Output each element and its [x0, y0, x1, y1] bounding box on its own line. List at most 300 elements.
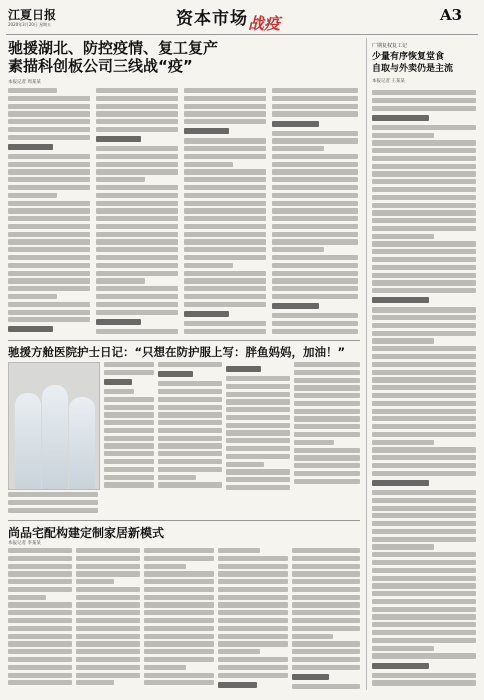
text-line	[8, 665, 72, 670]
text-line	[144, 564, 186, 569]
text-line	[8, 294, 57, 299]
text-line	[104, 389, 134, 394]
masthead-logo: 江夏日报	[8, 8, 57, 22]
text-line	[8, 634, 72, 639]
text-line	[372, 552, 476, 557]
text-line	[96, 119, 178, 124]
text-line	[8, 500, 98, 505]
text-line	[96, 310, 178, 315]
text-line	[218, 571, 288, 576]
text-line	[292, 649, 360, 654]
text-line	[104, 405, 154, 410]
text-line	[8, 88, 57, 93]
text-line	[372, 115, 429, 121]
text-line	[8, 255, 90, 260]
third-byline: 本报记者 李某某	[8, 541, 41, 546]
text-line	[158, 397, 222, 402]
text-line	[372, 544, 434, 549]
text-line	[272, 224, 358, 229]
text-line	[372, 638, 476, 643]
text-line	[104, 428, 154, 433]
text-line	[96, 111, 178, 116]
text-line	[218, 665, 288, 670]
text-line	[372, 288, 476, 293]
text-line	[272, 255, 358, 260]
third-col-5	[292, 548, 360, 690]
text-line	[8, 595, 46, 600]
text-line	[8, 177, 90, 182]
text-line	[294, 370, 360, 375]
text-line	[144, 587, 214, 592]
text-line	[372, 529, 476, 534]
text-line	[76, 571, 140, 576]
text-line	[96, 146, 178, 151]
text-line	[8, 271, 90, 276]
text-line	[372, 315, 476, 320]
text-line	[104, 362, 154, 367]
text-line	[184, 311, 229, 317]
text-line	[8, 618, 72, 623]
text-line	[184, 224, 266, 229]
text-line	[96, 208, 178, 213]
second-col-3	[226, 362, 290, 490]
text-line	[372, 480, 429, 486]
text-line	[372, 273, 476, 278]
text-line	[184, 216, 266, 221]
text-line	[372, 203, 476, 208]
text-line	[96, 104, 178, 109]
text-line	[272, 96, 358, 101]
text-line	[76, 556, 140, 561]
text-line	[372, 297, 429, 303]
text-line	[76, 680, 114, 685]
text-line	[272, 121, 319, 127]
text-line	[226, 462, 264, 467]
text-line	[8, 216, 90, 221]
text-line	[96, 239, 178, 244]
text-line	[8, 657, 72, 662]
text-line	[372, 663, 429, 669]
text-line	[144, 634, 214, 639]
text-line	[218, 548, 260, 553]
text-line	[184, 169, 266, 174]
text-line	[372, 560, 476, 565]
text-line	[184, 255, 266, 260]
text-line	[104, 379, 132, 385]
text-line	[158, 475, 196, 480]
text-line	[292, 595, 360, 600]
text-line	[184, 321, 266, 326]
text-line	[184, 154, 266, 159]
text-line	[158, 381, 222, 386]
text-line	[272, 208, 358, 213]
text-line	[96, 169, 178, 174]
text-line	[372, 576, 476, 581]
text-line	[8, 224, 90, 229]
text-line	[184, 88, 266, 93]
text-line	[8, 587, 72, 592]
text-line	[372, 653, 476, 658]
second-headline: 驰援方舱医院护士日记：“只想在防护服上写：胖鱼妈妈，加油！”	[8, 345, 346, 359]
text-line	[104, 451, 154, 456]
text-line	[184, 278, 266, 283]
main-col-3	[184, 88, 266, 336]
text-line	[144, 579, 214, 584]
text-line	[96, 193, 178, 198]
text-line	[294, 440, 334, 445]
text-line	[96, 177, 145, 182]
text-line	[372, 432, 476, 437]
sidebar-col	[372, 90, 476, 688]
section-deco: 战疫	[248, 14, 281, 33]
text-line	[96, 162, 178, 167]
text-line	[272, 104, 358, 109]
text-line	[372, 148, 476, 153]
text-line	[144, 649, 214, 654]
third-col-3	[144, 548, 214, 690]
text-line	[372, 416, 476, 421]
text-line	[104, 482, 154, 487]
text-line	[372, 455, 476, 460]
text-line	[372, 622, 476, 627]
text-line	[372, 156, 476, 161]
text-line	[76, 634, 140, 639]
text-line	[8, 104, 90, 109]
text-line	[294, 448, 360, 453]
text-line	[8, 247, 90, 252]
text-line	[272, 88, 358, 93]
text-line	[372, 265, 476, 270]
text-line	[294, 393, 360, 398]
text-line	[144, 610, 214, 615]
text-line	[226, 485, 290, 490]
text-line	[104, 459, 154, 464]
text-line	[294, 385, 360, 390]
text-line	[372, 106, 476, 111]
text-line	[372, 591, 476, 596]
text-line	[184, 263, 233, 268]
text-line	[184, 177, 266, 182]
masthead-date: 2020年3月20日 星期五	[8, 22, 52, 27]
text-line	[372, 241, 476, 246]
text-line	[8, 610, 72, 615]
text-line	[294, 455, 360, 460]
text-line	[372, 140, 476, 145]
text-line	[372, 471, 476, 476]
text-line	[372, 195, 476, 200]
text-line	[8, 286, 90, 291]
sidebar-divider	[366, 38, 367, 690]
text-line	[226, 376, 290, 381]
text-line	[218, 564, 288, 569]
text-line	[218, 657, 288, 662]
text-line	[372, 377, 476, 382]
text-line	[292, 634, 333, 639]
text-line	[8, 232, 90, 237]
text-line	[372, 323, 476, 328]
text-line	[184, 271, 266, 276]
text-line	[272, 201, 358, 206]
text-line	[292, 665, 360, 670]
text-line	[158, 412, 222, 417]
text-line	[272, 193, 358, 198]
text-line	[372, 409, 476, 414]
text-line	[292, 571, 360, 576]
text-line	[218, 618, 288, 623]
text-line	[292, 548, 360, 553]
text-line	[184, 185, 266, 190]
text-line	[96, 319, 141, 325]
text-line	[184, 302, 266, 307]
text-line	[184, 138, 266, 143]
text-line	[96, 127, 178, 132]
text-line	[372, 630, 476, 635]
sidebar-title-1: 少量有序恢复堂食	[372, 52, 445, 62]
second-col-1	[104, 362, 154, 490]
text-line	[372, 537, 476, 542]
text-line	[372, 98, 476, 103]
text-line	[372, 614, 476, 619]
text-line	[272, 294, 358, 299]
text-line	[8, 154, 90, 159]
text-line	[226, 430, 290, 435]
text-line	[144, 626, 214, 631]
text-line	[8, 127, 90, 132]
text-line	[144, 618, 214, 623]
text-line	[372, 331, 476, 336]
nurses-photo	[8, 362, 100, 490]
text-line	[8, 548, 72, 553]
text-line	[372, 498, 476, 503]
text-line	[76, 626, 140, 631]
text-line	[76, 610, 140, 615]
text-line	[272, 239, 358, 244]
text-line	[8, 680, 72, 685]
text-line	[218, 626, 288, 631]
text-line	[8, 239, 90, 244]
text-line	[272, 232, 358, 237]
text-line	[184, 286, 266, 291]
text-line	[218, 634, 288, 639]
text-line	[294, 409, 360, 414]
text-line	[226, 446, 290, 451]
text-line	[8, 162, 90, 167]
text-line	[158, 362, 222, 367]
text-line	[184, 247, 266, 252]
text-line	[184, 96, 266, 101]
text-line	[8, 492, 98, 497]
text-line	[8, 673, 72, 678]
text-line	[292, 626, 360, 631]
text-line	[76, 673, 140, 678]
main-col-2	[96, 88, 178, 336]
text-line	[96, 278, 145, 283]
text-line	[372, 307, 476, 312]
text-line	[294, 424, 360, 429]
text-line	[294, 416, 360, 421]
text-line	[184, 239, 266, 244]
second-col-4	[294, 362, 360, 490]
text-line	[104, 420, 154, 425]
text-line	[8, 201, 90, 206]
text-line	[372, 385, 476, 390]
text-line	[76, 579, 114, 584]
text-line	[96, 247, 178, 252]
text-line	[96, 88, 178, 93]
text-line	[372, 133, 434, 138]
text-line	[8, 317, 90, 322]
sidebar-title-2: 自取与外卖仍是主流	[372, 64, 454, 74]
text-line	[144, 657, 214, 662]
text-line	[8, 556, 72, 561]
text-line	[272, 154, 358, 159]
text-line	[96, 286, 178, 291]
text-line	[158, 371, 193, 377]
text-line	[372, 164, 476, 169]
text-line	[8, 135, 90, 140]
main-headline-1: 驰援湖北、防控疫情、复工复产	[8, 39, 219, 57]
text-line	[372, 506, 476, 511]
text-line	[96, 294, 178, 299]
text-line	[226, 399, 290, 404]
text-line	[272, 271, 358, 276]
text-line	[104, 443, 154, 448]
text-line	[8, 302, 90, 307]
text-line	[76, 548, 140, 553]
text-line	[292, 684, 360, 689]
text-line	[8, 263, 90, 268]
third-headline: 尚品宅配构建定制家居新模式	[8, 526, 165, 540]
text-line	[104, 475, 154, 480]
third-col-4	[218, 548, 288, 690]
text-line	[372, 226, 476, 231]
text-line	[96, 224, 178, 229]
text-line	[184, 294, 266, 299]
text-line	[292, 674, 329, 680]
text-line	[144, 548, 214, 553]
text-line	[294, 432, 360, 437]
text-line	[158, 436, 222, 441]
text-line	[372, 179, 476, 184]
text-line	[218, 641, 288, 646]
text-line	[218, 595, 288, 600]
text-line	[158, 420, 222, 425]
text-line	[292, 556, 360, 561]
text-line	[144, 556, 214, 561]
text-line	[218, 602, 288, 607]
text-line	[292, 641, 360, 646]
masthead-rule	[6, 34, 478, 35]
text-line	[8, 641, 72, 646]
text-line	[104, 397, 154, 402]
text-line	[8, 193, 57, 198]
text-line	[226, 384, 290, 389]
text-line	[372, 257, 476, 262]
text-line	[372, 354, 476, 359]
text-line	[372, 125, 476, 130]
text-line	[76, 665, 140, 670]
text-line	[8, 579, 72, 584]
text-line	[96, 154, 178, 159]
text-line	[372, 393, 476, 398]
text-line	[292, 564, 360, 569]
text-line	[226, 469, 290, 474]
text-line	[144, 673, 214, 678]
text-line	[96, 232, 178, 237]
text-line	[184, 146, 266, 151]
text-line	[372, 187, 476, 192]
text-line	[272, 278, 358, 283]
text-line	[372, 440, 434, 445]
text-line	[158, 451, 222, 456]
text-line	[96, 271, 178, 276]
text-line	[218, 682, 257, 688]
text-line	[184, 128, 229, 134]
text-line	[226, 407, 290, 412]
text-line	[184, 208, 266, 213]
text-line	[8, 310, 90, 315]
text-line	[8, 564, 72, 569]
text-line	[272, 138, 358, 143]
text-line	[292, 587, 360, 592]
text-line	[76, 641, 140, 646]
text-line	[184, 119, 266, 124]
text-line	[144, 571, 214, 576]
text-line	[144, 665, 186, 670]
text-line	[96, 201, 178, 206]
text-line	[184, 232, 266, 237]
text-line	[292, 657, 360, 662]
page-number: A3	[440, 6, 463, 24]
text-line	[226, 423, 290, 428]
text-line	[184, 201, 266, 206]
third-col-1	[8, 548, 72, 690]
main-byline: 本报记者 周某某	[8, 80, 41, 85]
text-line	[8, 208, 90, 213]
text-line	[272, 111, 358, 116]
text-line	[76, 595, 140, 600]
text-line	[272, 303, 319, 309]
text-line	[292, 618, 360, 623]
section-title: 资本市场	[176, 9, 248, 29]
text-line	[372, 490, 476, 495]
text-line	[158, 467, 222, 472]
text-line	[76, 649, 140, 654]
text-line	[226, 477, 290, 482]
text-line	[372, 370, 476, 375]
text-line	[372, 673, 476, 678]
text-line	[372, 599, 476, 604]
text-line	[292, 602, 360, 607]
main-col-4	[272, 88, 358, 336]
text-line	[292, 610, 360, 615]
text-line	[76, 657, 140, 662]
text-line	[158, 459, 222, 464]
text-line	[372, 401, 476, 406]
text-line	[96, 329, 178, 334]
text-line	[294, 471, 360, 476]
text-line	[218, 579, 288, 584]
text-line	[96, 136, 141, 142]
text-line	[226, 454, 290, 459]
text-line	[372, 280, 476, 285]
text-line	[272, 162, 358, 167]
text-line	[158, 482, 222, 487]
sidebar-kicker: 广期复权复工记	[372, 43, 408, 49]
text-line	[8, 169, 90, 174]
text-line	[158, 428, 222, 433]
text-line	[372, 646, 434, 651]
